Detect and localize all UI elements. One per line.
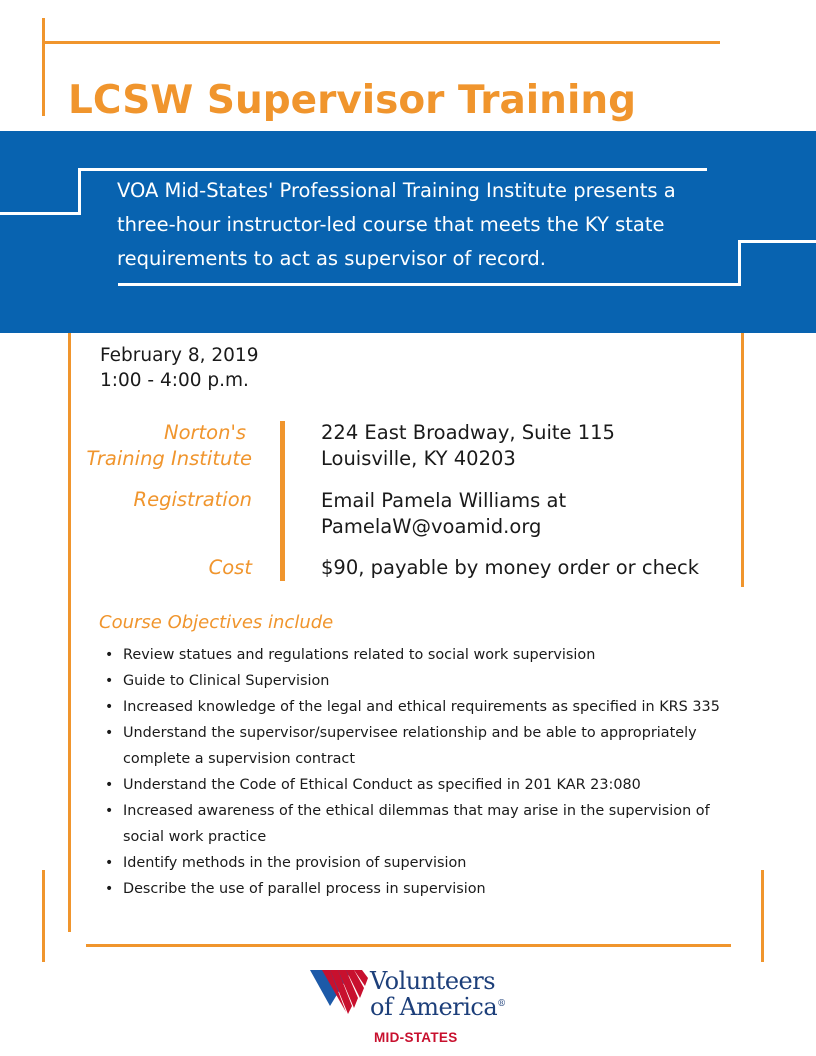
objective-text: Identify methods in the provision of supervision [123,855,467,871]
objective-item [105,694,725,720]
objective-text: Review statues and regulations related to social work supervision [123,647,596,663]
frame-bottom-left-vertical [42,870,45,962]
registration-line: Email Pamela Williams at [321,489,567,512]
address-line: Louisville, KY 40203 [321,447,516,470]
logo-subtitle: MID-STATES [374,1030,458,1045]
band-line-left-horizontal [0,212,81,215]
objective-item [105,720,725,772]
frame-left-vertical [68,332,71,932]
intro-text [117,174,707,276]
band-line-top [80,168,707,171]
event-time: 1:00 - 4:00 p.m. [100,370,249,391]
location-label-line: Training Institute [86,447,252,470]
intro-line: VOA Mid-States' Professional Training Institute presents a [117,179,676,202]
frame-bottom-right-vertical [761,870,764,962]
address-line: 224 East Broadway, Suite 115 [321,421,615,444]
band-line-right-horizontal [738,240,816,243]
objective-text: Increased knowledge of the legal and ethical requirements as specified in KRS 335 [123,699,720,715]
bullet-icon: • [105,803,114,819]
objective-item [105,642,725,668]
frame-top-right-vertical [741,332,744,587]
objectives-list [105,642,725,902]
registration-value [321,488,566,540]
bullet-icon: • [105,881,114,897]
registration-email[interactable]: PamelaW@voamid.org [321,515,542,538]
band-line-left-vertical [78,168,81,215]
page-title: LCSW Supervisor Training [68,78,636,123]
logo-wordmark-line2 [370,993,506,1021]
location-label-line: Norton's [164,421,246,444]
bullet-icon: • [105,673,114,689]
details-divider [280,421,285,581]
band-line-right-vertical [738,240,741,286]
objective-text: Increased awareness of the ethical dilemmas that may arise in the supervision of social work practice [123,803,710,845]
bullet-icon: • [105,777,114,793]
objective-text: Guide to Clinical Supervision [123,673,330,689]
frame-top-left-vertical [42,18,45,116]
objective-text: Understand the supervisor/supervisee relationship and be able to appropriately complete a supervision contract [123,725,697,767]
frame-bottom-line [86,944,731,947]
intro-line: three-hour instructor-led course that meets the KY state [117,213,665,236]
cost-value: $90, payable by money order or check [321,556,699,579]
objective-item [105,876,725,902]
objective-text: Understand the Code of Ethical Conduct as specified in 201 KAR 23:080 [123,777,641,793]
objective-item [105,798,725,850]
objective-item [105,668,725,694]
logo-wordmark-text: of America [370,993,498,1021]
objective-text: Describe the use of parallel process in supervision [123,881,486,897]
cost-label: Cost [208,556,252,579]
objectives-heading: Course Objectives include [99,612,334,633]
bullet-icon: • [105,855,114,871]
band-line-bottom [118,283,741,286]
bullet-icon: • [105,647,114,663]
objective-item [105,850,725,876]
event-date: February 8, 2019 [100,345,259,366]
location-value [321,420,615,472]
bullet-icon: • [105,725,114,741]
location-label [87,420,252,472]
registration-label: Registration [133,488,252,511]
logo-wordmark-line1: Volunteers [370,967,496,995]
bullet-icon: • [105,699,114,715]
objective-item [105,772,725,798]
intro-line: requirements to act as supervisor of record. [117,247,546,270]
frame-top-line [42,41,720,44]
registered-mark: ® [497,999,506,1009]
